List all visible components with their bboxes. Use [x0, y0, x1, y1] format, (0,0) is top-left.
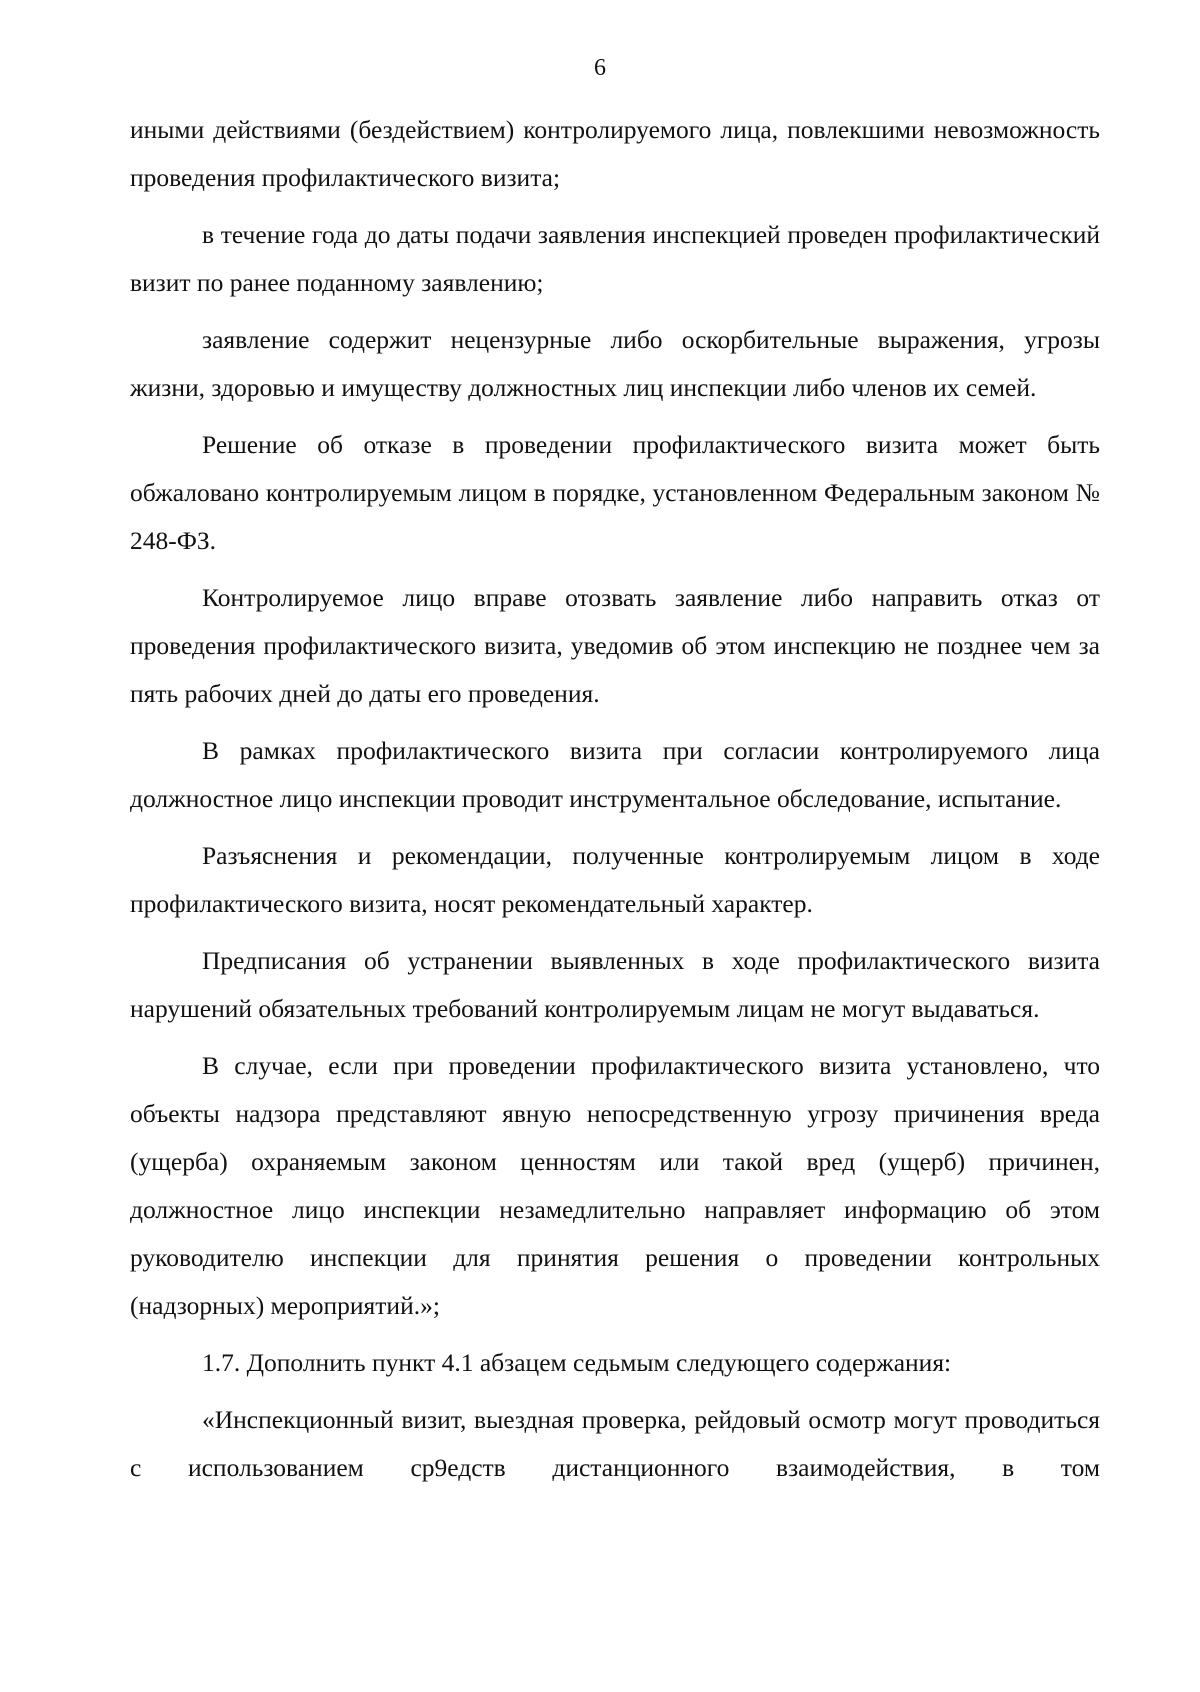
- document-body: [130, 106, 1100, 1501]
- paragraph-9: В случае, если при проведении профилактического визита установлено, что объекты надзора представляют явную непосредственную угрозу причинения вреда (ущерба) охраняемым законом ценностям или такой вред (ущерб) причинен, должностное лицо инспекции незамедлительно направляет информацию об этом руководителю инспекции для принятия решения о проведении контрольных (надзорных) мероприятий.»;: [130, 1051, 1100, 1320]
- paragraph-10: 1.7. Дополнить пункт 4.1 абзацем седьмым следующего содержания:: [202, 1348, 952, 1377]
- page-number: 6: [594, 55, 606, 81]
- paragraph-2: в течение года до даты подачи заявления инспекцией проведен профилактический визит по ранее поданному заявлению;: [130, 220, 1100, 297]
- paragraph-1: иными действиями (бездействием) контролируемого лица, повлекшими невозможность проведения профилактического визита;: [130, 115, 1100, 192]
- paragraph-11: «Инспекционный визит, выездная проверка, рейдовый осмотр могут проводиться с использованием ср9едств дистанционного взаимодействия, в том: [130, 1405, 1100, 1482]
- paragraph-8: Предписания об устранении выявленных в ходе профилактического визита нарушений обязательных требований контролируемым лицам не могут выдаваться.: [130, 946, 1100, 1023]
- paragraph-5: Контролируемое лицо вправе отозвать заявление либо направить отказ от проведения профилактического визита, уведомив об этом инспекцию не позднее чем за пять рабочих дней до даты его проведения.: [130, 583, 1100, 708]
- paragraph-7: Разъяснения и рекомендации, полученные контролируемым лицом в ходе профилактического визита, носят рекомендательный характер.: [130, 841, 1100, 918]
- paragraph-6: В рамках профилактического визита при согласии контролируемого лица должностное лицо инспекции проводит инструментальное обследование, испытание.: [130, 736, 1100, 813]
- paragraph-3: заявление содержит нецензурные либо оскорбительные выражения, угрозы жизни, здоровью и имуществу должностных лиц инспекции либо членов их семей.: [130, 325, 1100, 402]
- paragraph-4: Решение об отказе в проведении профилактического визита может быть обжаловано контролируемым лицом в порядке, установленном Федеральным законом № 248-ФЗ.: [130, 430, 1100, 555]
